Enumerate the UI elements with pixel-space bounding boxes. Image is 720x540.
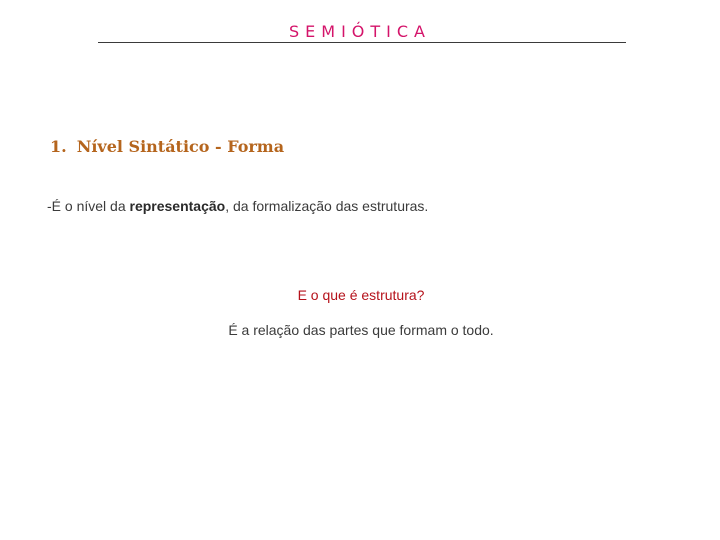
question-line	[0, 285, 720, 305]
body-prefix: -É o nível da	[47, 198, 130, 214]
body-paragraph	[47, 196, 428, 216]
header-divider	[98, 42, 626, 43]
question-text: E o que é estrutura?	[297, 287, 425, 303]
body-suffix: , da formalização das estruturas.	[225, 198, 429, 214]
header-title: SEMIÓTICA	[289, 22, 431, 41]
answer-text: É a relação das partes que formam o todo.	[228, 322, 494, 338]
answer-line	[0, 320, 720, 340]
body-emphasis: representação	[129, 198, 226, 214]
section-number: 1.	[50, 137, 67, 156]
section-title: Nível Sintático - Forma	[76, 137, 285, 156]
section-heading	[50, 135, 284, 159]
